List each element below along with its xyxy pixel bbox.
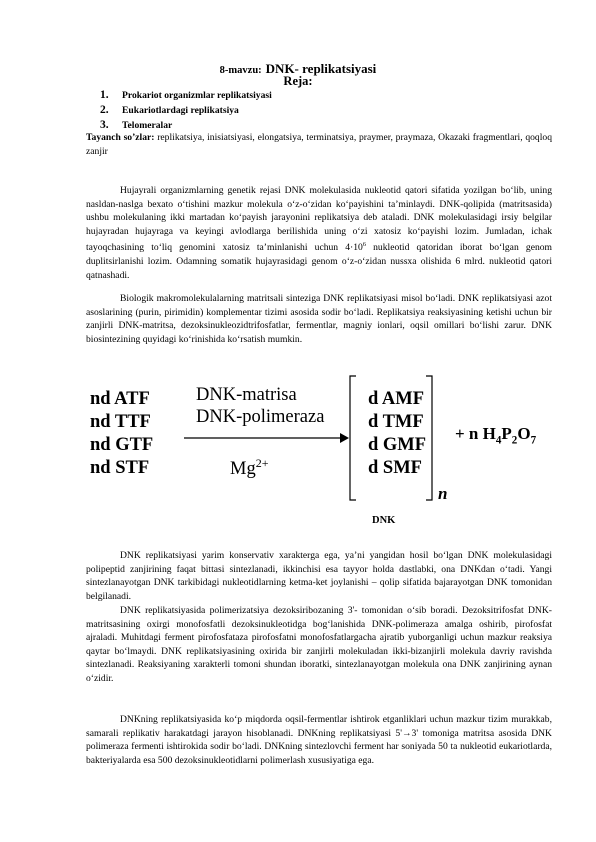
keywords-text: replikatsiya, inisiatsiyasi, elongatsiya, terminatsiya, praymer, praymaza, Okazaki fragmentlari, qoqloq zanjir bbox=[86, 132, 552, 157]
paragraph-intro: Hujayrali organizmlarning genetik rejasi DNK molekulasida nukleotid qatori sifatida yozilgan bo‘lib, uning nasldan-naslga bexato o‘tishini mazkur molekula o‘z-o‘zidan ko‘payishini ta’minlaydi. DNK-qolipida (matritsasida) ushbu molekulaning ikki martadan ko‘payish jarayonini replikatsiya deb ataladi. DNK molekulasidagi irsiy belgilar hujayradan hujayraga va keyingi avlodlarga berilishida uning o‘zi xatosiz ko‘payishi lozim. Jumladan, ichak tayoqchasining to‘liq genomini xatosiz ta’minlanishi uchun $4\cdot 10^6$ nukleotid qatoridan iborat bo‘lgan genom duplitsirlanishi lozim. Odamning somatik hujayrasidagi genom o‘z-o‘zidan nussxa olishida 6 mlrd. nukleotid qatori qatnashadi. bbox=[86, 185, 553, 281]
dnk-label: DNK bbox=[372, 515, 396, 526]
plan-heading: Reja: bbox=[283, 74, 313, 88]
keywords bbox=[86, 131, 552, 159]
products: d AMF d TMF d GMF d SMF bbox=[368, 389, 427, 478]
paragraph-enzymes: DNKning replikatsiyasida ko‘p miqdorda oqsil-fermentlar ishtirok etganliklari uchun mazkur tizim murakkab, samarali replikativ harakatdagi jarayon hisoblanadi. DNKning replikatsiyasi 5'→3' tomoniga matritsa asosida DNK polimeraza fermenti ishtirokida sodir bo‘ladi. DNKning sintezlovchi ferment har soniyada 50 ta nukleotid eukariotlarda, bakteriyalarda esa 500 dezoksinukleotidlarni polimerlash xususiyatiga ega. bbox=[86, 714, 552, 766]
cofactor: $Mg^{2+}$ bbox=[230, 456, 269, 480]
paragraph-polymerization: DNK replikatsiyasida polimerizatsiya dezoksiribozaning 3'- tomonidan o‘sib boradi. Dezoksitrifosfat DNK-matritsasining oxirgi monofosfatli dezoksinukleotidga bog‘lanishida DNK-polimeraza amalga oshirib, pirofosfat ajraladi. Muhitdagi ferment pirofosfataza pirofosfatni monofosfatlargacha ajratib yuborganligi uchun mazkur reaksiya qaytar bo‘lmaydi. DNK replikatsiyasining oxirida bir zanjirli molekuladan ikki-bizanjirli molekula davriy ravishda sintezlanadi. Reaksiyaning xarakterli tomoni shundan iboratki, sintezlanayotgan molekula ona DNK zanjirining aynan o‘zidir. bbox=[86, 605, 552, 684]
plan-item: 3. Telomeralar bbox=[100, 119, 173, 131]
plan-item: 2. Eukariotlardagi replikatsiya bbox=[100, 104, 239, 116]
n-subscript: n bbox=[438, 484, 448, 503]
keywords-label: Tayanch so’zlar: bbox=[86, 132, 155, 143]
paragraph-semiconservative: DNK replikatsiyasi yarim konservativ xarakterga ega, ya’ni yangidan hosil bo‘lgan DNK molekulasidagi polipeptid zanjirining faqat bittasi sintezlanadi, ikkinchisi esa tayyor holda dastlabki, ona DNKdan o‘tadi. Yangi sintezlanayotgan DNK tarkibidagi nukleotidlarning ketma-ket joylanishi – qolip sifatida bajarayotgan DNK tomonidan belgilanadi. bbox=[86, 550, 552, 602]
reaction-arrow bbox=[184, 432, 350, 444]
paragraph-biosynthesis: Biologik makromolekulalarning matritsali sinteziga DNK replikatsiyasi misol bo‘ladi. DNK replikatsiyasi azot asoslarining (purin, pirimidin) komplementar tizimi asosida sodir bo‘ladi. Replikatsiya reaksiyasining ketishi uchun bir zanjirli DNK-matritsa, dezoksinukleozidtrifosfatlar, fermentlar, magniy ionlari, oqsil omillari bo‘lishi zarur. DNK biosintezining quyidagi ko‘rinishida ko‘rsatish mumkin. bbox=[86, 293, 552, 345]
enzymes: DNK-matrisa DNK-polimeraza bbox=[196, 385, 325, 427]
title-main: DNK- replikatsiyasi bbox=[265, 61, 377, 76]
reagents: nd ATF nd TTF nd GTF nd STF bbox=[90, 389, 154, 478]
pyrophosphate: + n $H_4P_2O_7$ bbox=[455, 424, 537, 447]
plan-item: 1. Prokariot organizmlar replikatsiyasi bbox=[100, 89, 272, 101]
plan-list bbox=[100, 88, 272, 133]
reaction-equation bbox=[86, 370, 556, 520]
title-prefix: 8-mavzu: bbox=[219, 65, 262, 76]
